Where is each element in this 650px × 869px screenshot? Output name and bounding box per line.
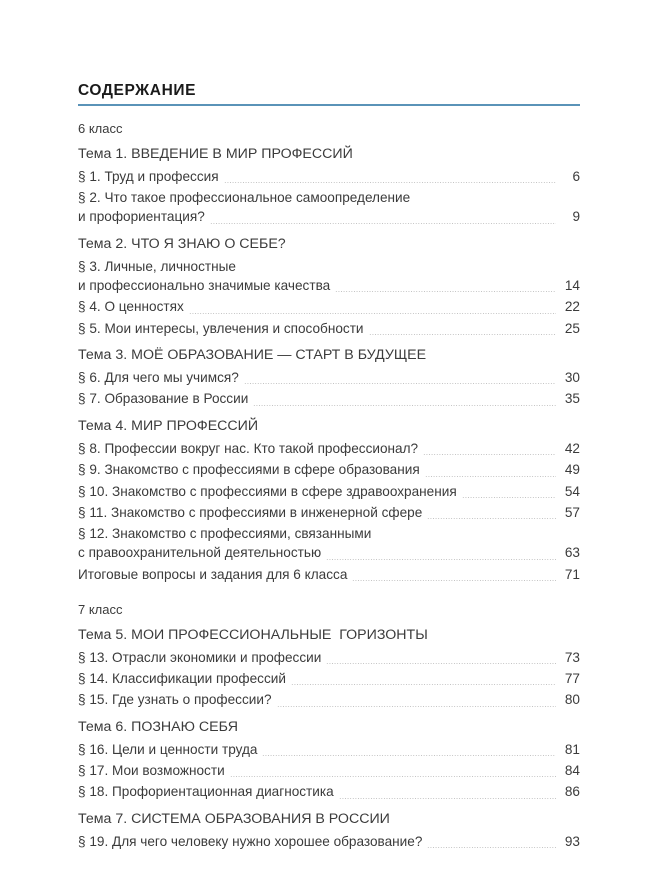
toc-entry-row	[78, 740, 580, 759]
leader-dots	[352, 580, 556, 581]
toc-entry-page-number: 63	[564, 545, 580, 561]
toc-entry-row	[78, 669, 580, 688]
toc-entry-row	[78, 832, 580, 851]
toc-entry-page-number: 81	[564, 741, 580, 757]
leader-dots	[462, 497, 556, 498]
toc-entry-title: § 8. Профессии вокруг нас. Кто такой профессионал?	[78, 440, 419, 456]
toc-entry-title: § 18. Профориентационная диагностика	[78, 784, 334, 800]
leader-dots	[189, 313, 556, 314]
toc-entry-title: Итоговые вопросы и задания для 6 класса	[78, 566, 348, 582]
toc-entry[interactable]	[78, 188, 580, 227]
toc-entry[interactable]	[78, 368, 580, 387]
theme-heading: Тема 7. СИСТЕМА ОБРАЗОВАНИЯ В РОССИИ	[78, 810, 390, 827]
toc-entry-page-number: 30	[564, 370, 580, 386]
toc-entry-row	[78, 648, 580, 667]
toc-entry[interactable]	[78, 782, 580, 801]
toc-entry-title: и профориентация?	[78, 209, 205, 225]
toc-entry[interactable]	[78, 669, 580, 688]
toc-entry-line: § 3. Личные, личностные	[78, 258, 236, 274]
toc-entry-title: и профессионально значимые качества	[78, 278, 331, 294]
toc-entry-line: § 2. Что такое профессиональное самоопределение	[78, 190, 411, 206]
leader-dots	[230, 776, 556, 777]
theme-heading: Тема 4. МИР ПРОФЕССИЙ	[78, 417, 259, 434]
toc-entry[interactable]	[78, 503, 580, 522]
toc-entry-row	[78, 439, 580, 458]
toc-entry-page-number: 57	[564, 504, 580, 520]
theme-heading: Тема 2. ЧТО Я ЗНАЮ О СЕБЕ?	[78, 235, 286, 252]
toc-entry[interactable]	[78, 740, 580, 759]
toc-entry-row	[78, 690, 580, 709]
toc-entry[interactable]	[78, 482, 580, 501]
toc-entry[interactable]	[78, 565, 580, 584]
page-title: СОДЕРЖАНИЕ	[78, 82, 197, 99]
toc-entry-row	[78, 543, 580, 562]
toc-entry-row	[78, 782, 580, 801]
toc-entry-title: § 17. Мои возможности	[78, 763, 225, 779]
toc-entry-row	[78, 319, 580, 338]
leader-dots	[262, 755, 556, 756]
toc-entry-row	[78, 503, 580, 522]
leader-dots	[427, 518, 556, 519]
toc-entry-page-number: 22	[564, 299, 580, 315]
toc-entry-row	[78, 460, 580, 479]
leader-dots	[244, 383, 556, 384]
toc-entry[interactable]	[78, 761, 580, 780]
toc-entry-title: § 16. Цели и ценности труда	[78, 741, 258, 757]
toc-entry-title: § 10. Знакомство с профессиями в сфере здравоохранения	[78, 483, 457, 499]
toc-entry-title: § 4. О ценностях	[78, 299, 184, 315]
toc-entry-page-number: 42	[564, 440, 580, 456]
leader-dots	[423, 454, 556, 455]
toc-entry-title: § 14. Классификации профессий	[78, 671, 286, 687]
toc-entry-page-number: 80	[564, 692, 580, 708]
toc-entry-row	[78, 276, 580, 295]
leader-dots	[224, 182, 556, 183]
toc-entry-row	[78, 207, 580, 226]
leader-dots	[291, 684, 556, 685]
leader-dots	[326, 559, 556, 560]
toc-entry-title: § 13. Отрасли экономики и профессии	[78, 649, 322, 665]
toc-entry-page-number: 6	[572, 168, 580, 184]
toc-entry-page-number: 77	[564, 671, 580, 687]
theme-heading: Тема 6. ПОЗНАЮ СЕБЯ	[78, 718, 239, 735]
toc-entry-title: § 19. Для чего человеку нужно хорошее образование?	[78, 833, 423, 849]
leader-dots	[427, 847, 556, 848]
toc-entry-title: § 6. Для чего мы учимся?	[78, 370, 239, 386]
toc-entry-page-number: 35	[564, 391, 580, 407]
toc-entry-title: § 11. Знакомство с профессиями в инженерной сфере	[78, 504, 423, 520]
toc-entry-title: § 9. Знакомство с профессиями в сфере образования	[78, 462, 420, 478]
leader-dots	[425, 476, 556, 477]
toc-entry-row	[78, 482, 580, 501]
toc-entry-page-number: 49	[564, 462, 580, 478]
toc-entry-title: с правоохранительной деятельностью	[78, 545, 322, 561]
theme-heading: Тема 5. МОИ ПРОФЕССИОНАЛЬНЫЕ ГОРИЗОНТЫ	[78, 626, 428, 643]
toc-entry-title: § 7. Образование в России	[78, 391, 249, 407]
toc-entry-row	[78, 761, 580, 780]
theme-heading: Тема 3. МОЁ ОБРАЗОВАНИЕ — СТАРТ В БУДУЩЕЕ	[78, 347, 427, 364]
leader-dots	[210, 223, 556, 224]
toc-entry-line: § 12. Знакомство с профессиями, связанными	[78, 526, 372, 542]
toc-entry-page-number: 93	[564, 833, 580, 849]
grade-label: 6 класс	[78, 121, 123, 137]
toc-entry-page-number: 14	[564, 278, 580, 294]
leader-dots	[369, 334, 556, 335]
title-underline-rule	[78, 104, 580, 106]
toc-entry[interactable]	[78, 319, 580, 338]
toc-entry-title: § 1. Труд и профессия	[78, 168, 219, 184]
toc-entry-row	[78, 565, 580, 584]
toc-entry-row	[78, 167, 580, 186]
grade-label: 7 класс	[78, 602, 123, 618]
toc-body	[78, 120, 580, 851]
toc-entry[interactable]	[78, 167, 580, 186]
toc-entry-page-number: 73	[564, 649, 580, 665]
toc-entry[interactable]	[78, 690, 580, 709]
toc-entry-row	[78, 368, 580, 387]
toc-entry-row	[78, 297, 580, 316]
toc-entry[interactable]	[78, 460, 580, 479]
toc-entry-page-number: 84	[564, 763, 580, 779]
leader-dots	[326, 663, 556, 664]
toc-entry-page-number: 86	[564, 784, 580, 800]
toc-entry-page-number: 54	[564, 483, 580, 499]
toc-entry-title: § 5. Мои интересы, увлечения и способности	[78, 320, 364, 336]
toc-entry[interactable]	[78, 648, 580, 667]
leader-dots	[277, 706, 556, 707]
toc-entry-title: § 15. Где узнать о профессии?	[78, 692, 272, 708]
leader-dots	[335, 291, 556, 292]
toc-entry[interactable]	[78, 257, 580, 296]
toc-entry[interactable]	[78, 439, 580, 458]
toc-entry[interactable]	[78, 297, 580, 316]
toc-entry[interactable]	[78, 389, 580, 408]
toc-entry-page-number: 25	[564, 320, 580, 336]
leader-dots	[339, 798, 556, 799]
toc-entry[interactable]	[78, 524, 580, 563]
toc-entry-row	[78, 389, 580, 408]
theme-heading: Тема 1. ВВЕДЕНИЕ В МИР ПРОФЕССИЙ	[78, 145, 353, 162]
toc-entry-page-number: 9	[572, 209, 580, 225]
toc-entry-page-number: 71	[564, 566, 580, 582]
leader-dots	[253, 405, 556, 406]
toc-entry[interactable]	[78, 832, 580, 851]
